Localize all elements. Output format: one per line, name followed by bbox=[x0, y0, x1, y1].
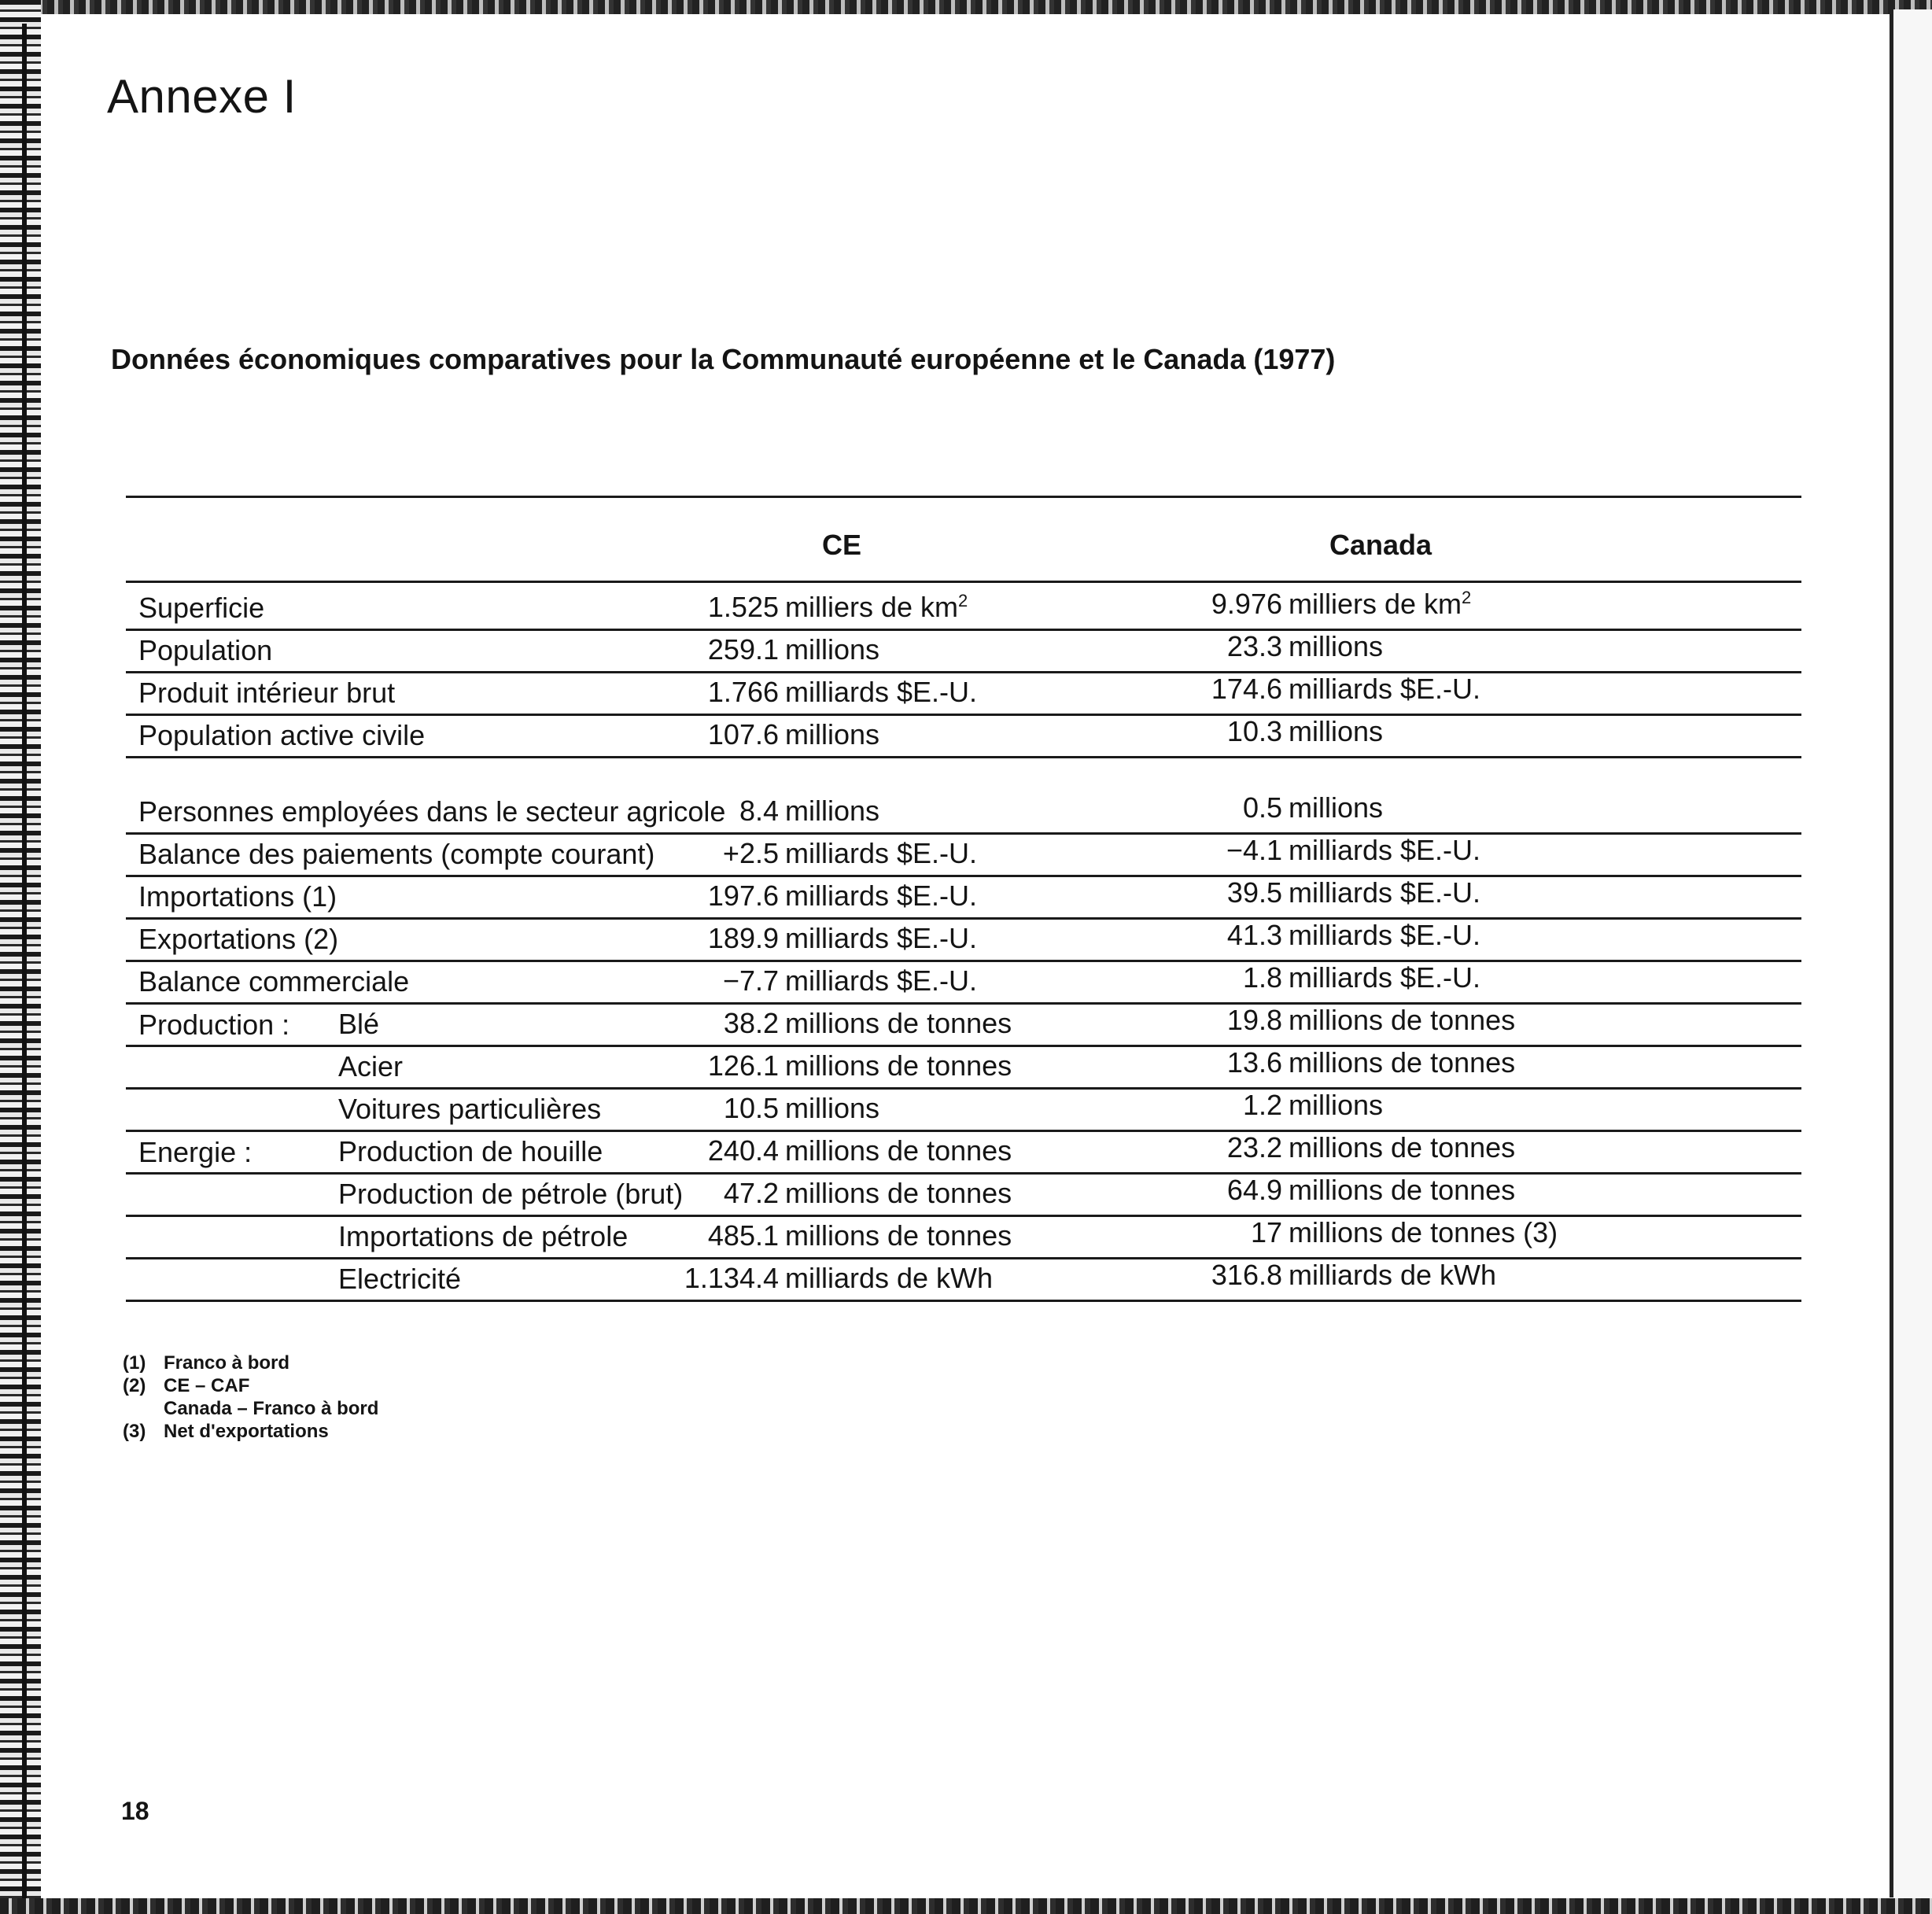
canada-unit bbox=[1289, 1131, 1515, 1164]
row-label: Blé bbox=[338, 1008, 380, 1040]
scan-border-top bbox=[0, 0, 1932, 14]
table-row bbox=[126, 716, 1801, 758]
footnote-mark: (3) bbox=[123, 1421, 146, 1442]
canada-unit-superscript: 2 bbox=[1462, 588, 1472, 607]
canada-unit-text: millions bbox=[1289, 630, 1384, 662]
row-category: Energie : bbox=[138, 1136, 253, 1168]
ce-unit-text: millions bbox=[785, 718, 880, 750]
ce-unit bbox=[785, 591, 968, 624]
canada-unit bbox=[1289, 630, 1383, 663]
row-category: Production : bbox=[138, 1009, 290, 1041]
footnote-text: CE – CAF bbox=[164, 1375, 250, 1396]
ce-unit bbox=[785, 718, 879, 751]
ce-unit bbox=[785, 1092, 879, 1125]
canada-unit bbox=[1289, 1004, 1515, 1037]
ce-value: 126.1 bbox=[707, 1049, 779, 1082]
table-row bbox=[126, 1047, 1801, 1090]
row-label: Voitures particulières bbox=[338, 1093, 602, 1125]
table-row bbox=[126, 1005, 1801, 1047]
ce-unit-text: millions bbox=[785, 795, 880, 827]
row-label: Electricité bbox=[338, 1263, 462, 1295]
ce-unit bbox=[785, 795, 879, 828]
canada-value: 1.8 bbox=[1242, 961, 1282, 994]
canada-unit bbox=[1289, 1174, 1515, 1207]
canada-unit-text: millions de tonnes bbox=[1289, 1174, 1516, 1206]
row-label: Production de houille bbox=[338, 1135, 603, 1167]
ce-unit-text: milliards $E.-U. bbox=[785, 837, 978, 869]
canada-unit-text: milliards $E.-U. bbox=[1289, 919, 1481, 951]
ce-value: 10.5 bbox=[723, 1092, 779, 1124]
canada-unit bbox=[1289, 834, 1480, 867]
ce-unit bbox=[785, 964, 977, 998]
ce-unit bbox=[785, 837, 977, 870]
ce-value: 189.9 bbox=[707, 922, 779, 954]
ce-unit-text: millions bbox=[785, 1092, 880, 1124]
table-row bbox=[126, 1217, 1801, 1259]
header-rule bbox=[126, 581, 1801, 583]
row-label: Personnes employées dans le secteur agricole bbox=[138, 795, 726, 828]
canada-value: 64.9 bbox=[1226, 1174, 1282, 1206]
canada-value: 23.2 bbox=[1226, 1131, 1282, 1164]
canada-unit bbox=[1289, 876, 1480, 909]
canada-unit-text: millions de tonnes (3) bbox=[1289, 1216, 1558, 1248]
table-top-rule bbox=[126, 496, 1801, 498]
ce-value: 259.1 bbox=[707, 633, 779, 666]
row-label: Superficie bbox=[138, 592, 265, 624]
scan-border-left-line bbox=[22, 24, 27, 1908]
row-label: Produit intérieur brut bbox=[138, 677, 396, 709]
ce-unit-text: milliards $E.-U. bbox=[785, 922, 978, 954]
ce-unit-text: milliards de kWh bbox=[785, 1262, 994, 1294]
canada-unit-text: millions de tonnes bbox=[1289, 1131, 1516, 1164]
table-row bbox=[126, 588, 1801, 631]
canada-value: 0.5 bbox=[1242, 791, 1282, 824]
canada-value: −4.1 bbox=[1226, 834, 1282, 866]
ce-unit-text: millions bbox=[785, 633, 880, 666]
table-row bbox=[126, 962, 1801, 1005]
scan-border-left bbox=[0, 0, 41, 1914]
canada-unit bbox=[1289, 1259, 1496, 1292]
ce-unit-text: milliards $E.-U. bbox=[785, 676, 978, 708]
ce-value: 8.4 bbox=[739, 795, 779, 827]
ce-value: 1.766 bbox=[707, 676, 779, 708]
table-row bbox=[126, 1090, 1801, 1132]
ce-value: 38.2 bbox=[723, 1007, 779, 1039]
canada-value: 39.5 bbox=[1226, 876, 1282, 909]
ce-value: 485.1 bbox=[707, 1219, 779, 1252]
table-row bbox=[126, 1259, 1801, 1302]
ce-value: 1.525 bbox=[707, 591, 779, 623]
row-label: Exportations (2) bbox=[138, 923, 339, 955]
row-label: Importations (1) bbox=[138, 880, 337, 913]
canada-unit-text: milliards $E.-U. bbox=[1289, 876, 1481, 909]
footnote-text: Franco à bord bbox=[164, 1352, 290, 1374]
table-row bbox=[126, 920, 1801, 962]
annex-heading: Annexe I bbox=[107, 70, 297, 123]
ce-unit bbox=[785, 1177, 1012, 1210]
page-number: 18 bbox=[121, 1797, 149, 1825]
ce-unit-superscript: 2 bbox=[958, 591, 968, 610]
ce-unit-text: milliards $E.-U. bbox=[785, 964, 978, 997]
canada-unit bbox=[1289, 919, 1480, 952]
canada-unit-text: milliards de kWh bbox=[1289, 1259, 1497, 1291]
canada-unit bbox=[1289, 588, 1471, 621]
row-label: Population active civile bbox=[138, 719, 426, 751]
ce-value: 197.6 bbox=[707, 880, 779, 912]
footnote-mark: (1) bbox=[123, 1352, 146, 1374]
row-label: Importations de pétrole bbox=[338, 1220, 629, 1252]
column-header-ce: CE bbox=[822, 529, 862, 561]
table-title: Données économiques comparatives pour la Communauté européenne et le Canada (1977) bbox=[111, 343, 1336, 375]
row-label: Balance commerciale bbox=[138, 965, 410, 998]
canada-unit-text: millions bbox=[1289, 715, 1384, 747]
table-row bbox=[126, 1132, 1801, 1175]
table-row bbox=[126, 631, 1801, 673]
ce-unit-text: milliers de km bbox=[785, 591, 959, 623]
ce-value: 107.6 bbox=[707, 718, 779, 750]
row-label: Production de pétrole (brut) bbox=[338, 1178, 684, 1210]
canada-value: 13.6 bbox=[1226, 1046, 1282, 1079]
footnote-text: Canada – Franco à bord bbox=[164, 1398, 379, 1419]
canada-unit bbox=[1289, 961, 1480, 994]
ce-unit bbox=[785, 922, 977, 955]
ce-unit bbox=[785, 1219, 1012, 1252]
ce-unit-text: millions de tonnes bbox=[785, 1134, 1012, 1167]
canada-unit-text: millions de tonnes bbox=[1289, 1046, 1516, 1079]
ce-value: 47.2 bbox=[723, 1177, 779, 1209]
canada-value: 9.976 bbox=[1211, 588, 1282, 620]
ce-unit bbox=[785, 1134, 1012, 1167]
table-row bbox=[126, 1175, 1801, 1217]
table-row bbox=[126, 673, 1801, 716]
canada-unit-text: millions bbox=[1289, 791, 1384, 824]
table-row bbox=[126, 877, 1801, 920]
canada-value: 1.2 bbox=[1242, 1089, 1282, 1121]
ce-unit bbox=[785, 633, 879, 666]
ce-unit bbox=[785, 1262, 993, 1295]
canada-unit-text: millions de tonnes bbox=[1289, 1004, 1516, 1036]
canada-unit bbox=[1289, 1046, 1515, 1079]
ce-value: +2.5 bbox=[722, 837, 779, 869]
canada-value: 174.6 bbox=[1211, 673, 1282, 705]
canada-unit-text: milliers de km bbox=[1289, 588, 1462, 620]
scan-border-right-shade bbox=[1893, 9, 1932, 1901]
ce-value: −7.7 bbox=[722, 964, 779, 997]
canada-value: 10.3 bbox=[1226, 715, 1282, 747]
row-label: Acier bbox=[338, 1050, 404, 1082]
footnote-mark: (2) bbox=[123, 1375, 146, 1396]
row-label: Population bbox=[138, 634, 273, 666]
ce-unit bbox=[785, 676, 977, 709]
canada-unit-text: milliards $E.-U. bbox=[1289, 961, 1481, 994]
canada-unit-text: milliards $E.-U. bbox=[1289, 673, 1481, 705]
ce-unit-text: millions de tonnes bbox=[785, 1177, 1012, 1209]
canada-value: 17 bbox=[1250, 1216, 1282, 1248]
ce-unit bbox=[785, 880, 977, 913]
canada-value: 316.8 bbox=[1211, 1259, 1282, 1291]
canada-unit bbox=[1289, 715, 1383, 748]
table-body bbox=[126, 588, 1801, 1302]
ce-unit-text: millions de tonnes bbox=[785, 1219, 1012, 1252]
scan-border-right bbox=[1890, 9, 1893, 1897]
ce-unit bbox=[785, 1007, 1012, 1040]
scan-border-bottom bbox=[0, 1898, 1932, 1914]
ce-unit-text: milliards $E.-U. bbox=[785, 880, 978, 912]
ce-unit-text: millions de tonnes bbox=[785, 1049, 1012, 1082]
row-label: Balance des paiements (compte courant) bbox=[138, 838, 655, 870]
canada-value: 19.8 bbox=[1226, 1004, 1282, 1036]
canada-unit-text: millions bbox=[1289, 1089, 1384, 1121]
footnote-text: Net d'exportations bbox=[164, 1421, 329, 1442]
canada-value: 23.3 bbox=[1226, 630, 1282, 662]
canada-unit bbox=[1289, 673, 1480, 706]
ce-unit bbox=[785, 1049, 1012, 1082]
table-row bbox=[126, 835, 1801, 877]
canada-unit bbox=[1289, 1089, 1383, 1122]
ce-value: 1.134.4 bbox=[684, 1262, 779, 1294]
canada-unit bbox=[1289, 1216, 1558, 1249]
canada-unit-text: milliards $E.-U. bbox=[1289, 834, 1481, 866]
canada-value: 41.3 bbox=[1226, 919, 1282, 951]
ce-value: 240.4 bbox=[707, 1134, 779, 1167]
ce-unit-text: millions de tonnes bbox=[785, 1007, 1012, 1039]
column-header-canada: Canada bbox=[1329, 529, 1432, 561]
canada-unit bbox=[1289, 791, 1383, 824]
table-row bbox=[126, 758, 1801, 835]
